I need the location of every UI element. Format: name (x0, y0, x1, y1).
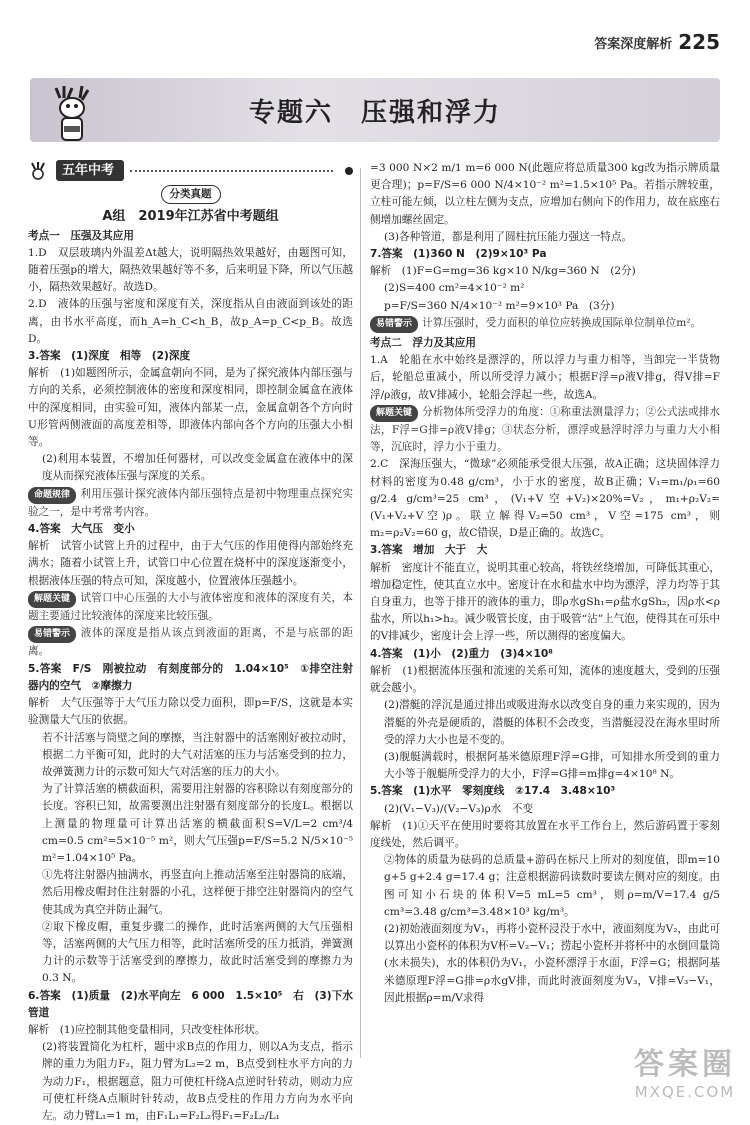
header-label-group (594, 30, 720, 54)
note-b1 (370, 404, 720, 457)
answer-5: 5.答案 F/S 刚被拉动 有刻度部分的 1.04×10⁵ ①排空注射器内的空气 ②摩擦力 (28, 662, 353, 692)
note-4-text: 试管口中心压强的大小与液体密度和液体的深度有关，本题主要通过比较液体的深度来比较压强。 (28, 591, 353, 623)
column-divider (360, 168, 361, 1058)
note-chip-icon: 命题规律 (28, 487, 76, 504)
answer-b1: 1.A 轮船在水中始终是漂浮的，所以浮力与重力相等，当卸完一半货物后，轮船总重减小，所以所受浮力减小；根据F浮=ρ液V排g，得V排=F浮/ρ液g，故V排减小，轮船会浮起一些，故选A。 (370, 354, 720, 401)
warning-chip-icon: 易错警示 (370, 316, 418, 333)
explanation-b5b: ②物体的质量为砝码的总质量+游码在标尺上所对的刻度值，即m=10 g+5 g+2.4 g=17.4 g；注意根据游码读数时要读左侧对应的刻度。由图可知小石块的体积V=5 mL=5 cm³，则ρ=m/V=17.4 g/5 cm³=3.48 g/cm³=3.48×10³ kg/m³。 (384, 854, 720, 918)
answer-6: 6.答案 (1)质量 (2)水平向左 6 000 1.5×10⁵ 右 (3)下水管道 (28, 989, 353, 1019)
explanation-b4c: (3)舰艇满载时，根据阿基米德原理F浮=G排，可知排水所受到的重力大小等于舰艇所受浮力的大小，F浮=G排=m排g=4×10⁸ N。 (384, 750, 720, 781)
explanation-5e: ②取下橡皮帽，重复步骤二的操作，此时活塞两侧的大气压强相等，活塞两侧的大气压力相等，此时活塞所受的压力抵消，弹簧测力计的示数等于活塞受到的摩擦力，故此时活塞受到的摩擦力为0.3 N。 (42, 920, 353, 985)
answer-4: 4.答案 大气压 变小 (28, 523, 135, 536)
explanation-6d: (3)各种管道，都是利用了圆柱抗压能力强这一特点。 (384, 230, 633, 243)
header-section-label: 答案深度解析 (594, 36, 673, 52)
page-header (0, 0, 750, 60)
answer-7: 7.答案 (1)360 N (2)9×10³ Pa (370, 248, 547, 261)
topic-point-2: 考点二 浮力及其应用 (370, 337, 476, 350)
explanation-b5c: (2)初始液面刻度为V₁，再将小瓷杯浸没于水中，液面刻度为V₂，由此可以算出小瓷杯的体积为V杯=V₂−V₁；捞起小瓷杯并将杯中的水倒回量筒(水未损失)，水的体积仍为V₁，小瓷杯漂浮于水面，F浮=G；根据阿基米德原理F浮=G排=ρ水gV排，而此时液面刻度为V₃，V排=V₃−V₁，因此根据ρ=m/V求得 (384, 922, 720, 1004)
note-chip-icon: 解题关键 (370, 405, 418, 422)
warning-chip-icon: 易错警示 (28, 626, 76, 643)
explanation-7c: p=F/S=360 N/4×10⁻² m²=9×10³ Pa (3分) (384, 299, 615, 312)
warning-7-text: 计算压强时，受力面积的单位应转换成国际单位制单位m²。 (422, 316, 702, 329)
note-b1-text: 分析物体所受浮力的角度：①称重法测量浮力；②公式法或排水法，F浮=G排=ρ液V排g；③状态分析，漂浮或悬浮时浮力与重力大小相等，沉底时，浮力小于重力。 (370, 405, 720, 454)
explanation-b4b: (2)潜艇的浮沉是通过排出或吸进海水以改变自身的重力来实现的，因为潜艇的外壳是硬质的，潜艇的体积不会改变，当潜艇浸没在海水里时所受的浮力大小也是不变的。 (384, 699, 720, 746)
explanation-5b: 若不计活塞与筒壁之间的摩擦，当注射器中的活塞刚好被拉动时，根据二力平衡可知，此时的大气对活塞的压力与活塞受到的拉力，故弹簧测力计的示数可知大气对活塞的压力的大小。 (42, 731, 353, 778)
sub-tag (28, 185, 353, 204)
topic-title: 专题六 压强和浮力 (248, 98, 501, 128)
note-chip-icon: 解题关键 (28, 591, 76, 608)
topic-point-1: 考点一 压强及其应用 (28, 229, 134, 242)
watermark (634, 1039, 736, 1101)
explanation-6c: =3 000 N×2 m/1 m=6 000 N(此题应将总质量300 kg改为指示牌质量更合理)；p=F/S=6 000 N/4×10⁻² m²=1.5×10⁵ Pa。若指示牌较重，立柱可能左倾，以立柱左侧为支点，应增加右侧向下的作用力，故在底座右侧增加螺丝固定。 (370, 162, 720, 226)
right-column (370, 160, 720, 1007)
explanation-4: 解析 试管小试管上升的过程中，由于大气压的作用使得内部始终充满水；随着小试管上升，试管口中心位置在烧杯中的深度逐渐变小，根据液体压强的特点可知，深度越小，位置液体压强越小。 (28, 540, 353, 587)
dotted-rule (130, 170, 333, 172)
answer-3: 3.答案 (1)深度 相等 (2)深度 (28, 350, 191, 363)
watermark-line2: MXQE.COM (634, 1083, 736, 1101)
explanation-5d: ①先将注射器内抽满水，再竖直向上推动活塞至注射器筒的底端，然后用橡皮帽封住注射器的小孔，这样便于排空注射器筒内的空气使其成为真空并防止漏气。 (42, 869, 353, 916)
explanation-b3: 解析 密度计不能直立，说明其重心较高，将铁丝绕增加，可降低其重心，增加稳定性，使其直立水中。密度计在水和盐水中均为漂浮，浮力均等于其自身重力，也等于排开的液体的重力，即ρ水gSh₁=ρ盐水gSh₂，因ρ水<ρ盐水，所以h₁>h₂。减少吸管长度，由于吸管“沾”上气泡，使得其在可乐中的V排减少，密度计会上浮一些，所以测得的密度偏大。 (370, 561, 720, 643)
explanation-7: 解析 (1)F=G=mg=36 kg×10 N/kg=360 N (2分) (370, 265, 636, 278)
answer-b2: 2.C 深海压强大，“微球”必须能承受很大压强，故A正确；这块固体浮力材料的密度为0.48 g/cm³，小于水的密度，故B正确；V₁=m₁/ρ₁=60 g/2.4 g/cm³=25 cm³，(V₁+V空+V₂)×20%=V₂，m₁+ρ₂V₂=(V₁+V₂+V空)ρ。联立解得V₂=50 cm³，V空=175 cm³，则m₂=ρ₂V₂=60 g，故C错误，D是正确的。故选C。 (370, 458, 720, 540)
explanation-3b: (2)利用本装置，不增加任何器材，可以改变金属盒在液体中的深度从而探究液体压强与深度的关系。 (42, 453, 353, 483)
reindeer-small-icon (28, 161, 50, 181)
answer-b5b: (2)(V₁−V₃)/(V₂−V₃)ρ水 不变 (384, 802, 534, 815)
warning-4-text: 液体的深度是指从该点到液面的距离，不是与底部的距离。 (28, 627, 353, 658)
explanation-3: 解析 (1)如题图所示，金属盒朝向不同，是为了探究液体内部压强与方向的关系，必须控制液体的密度和深度相同，即控制金属盒在液体中的深度相同，由实验可知，液体内部某一点，金属盒朝各个方向时U形管两侧液面的高度差相等，即液体内部向各个方向的压强大小相等。 (28, 367, 353, 449)
section-tag-label: 五年中考 (56, 160, 124, 181)
explanation-6b: (2)将装置简化为杠杆，题中求B点的作用力，则以A为支点，指示牌的重力为阻力F₂，阻力臂为L₂=2 m，B点受到柱水平方向的力为动力F₁，根据题意，阻力可使杠杆绕A点逆时针转动，则动力应可使杠杆绕A点顺时针转动，故B点受柱的作用力方向为水平向左。动力臂L₁=1 m，由F₁L₁=F₂L₂得F₁=F₂L₂/L₁ (42, 1041, 353, 1122)
topic-banner (30, 78, 720, 142)
answer-2: 2.D 液体的压强与密度和深度有关，深度指从自由液面到该处的距离，由书水平高度，而h_A=h_C<h_B，故p_A=p_C<p_B。故选D。 (28, 298, 353, 345)
note-3-text: 利用压强计探究液体内部压强特点是初中物理重点探究实验之一，是中考常考内容。 (28, 487, 353, 518)
explanation-6: 解析 (1)应控制其他变量相同，只改变柱体形状。 (28, 1023, 266, 1036)
explanation-5: 解析 大气压强等于大气压力除以受力面积，即p=F/S，这就是本实验测量大气压的依据。 (28, 697, 353, 727)
sub-tag-label: 分类真题 (161, 185, 221, 204)
section-tag (28, 160, 353, 181)
note-3 (28, 486, 353, 521)
explanation-7b: (2)S=400 cm²=4×10⁻² m² (384, 282, 525, 295)
note-4 (28, 590, 353, 625)
group-heading: A组 2019年江苏省中考题组 (102, 209, 279, 225)
answer-b3: 3.答案 增加 大于 大 (370, 544, 488, 557)
answer-b5: 5.答案 (1)水平 零刻度线 ②17.4 3.48×10³ (370, 785, 616, 798)
answer-b4: 4.答案 (1)小 (2)重力 (3)4×10⁸ (370, 647, 553, 660)
explanation-5c: 为了计算活塞的横截面积，需要用注射器的容积除以有刻度部分的长度。容积已知，故需要测出注射器有刻度部分的长度L。根据以上测量的物理量可计算出活塞的横截面积S=V/L=2 cm³/4 cm=0.5 cm²=5×10⁻⁵ m²，则大气压强p=F/S=5.2 N/5×10⁻⁵ m²=1.04×10⁵ Pa。 (42, 783, 353, 864)
answer-1: 1.D 双层玻璃内外温差Δt越大，说明隔热效果越好，由题图可知，随着压强p的增大，隔热效果越好等不多，后来明显下降，所以气压越小，隔热效果越好。故选D。 (28, 246, 353, 294)
warning-4 (28, 625, 353, 660)
explanation-b4: 解析 (1)根据流体压强和流速的关系可知，流体的速度越大，受到的压强就会越小。 (370, 664, 720, 695)
page-number: 225 (678, 30, 720, 54)
watermark-line1: 答案圈 (634, 1047, 736, 1082)
rule-end-dot (345, 167, 353, 175)
warning-7 (370, 315, 720, 333)
left-column (28, 160, 353, 1125)
explanation-b5: 解析 (1)①天平在使用时要将其放置在水平工作台上，然后游码置于零刻度线处，然后调平。 (370, 819, 720, 849)
